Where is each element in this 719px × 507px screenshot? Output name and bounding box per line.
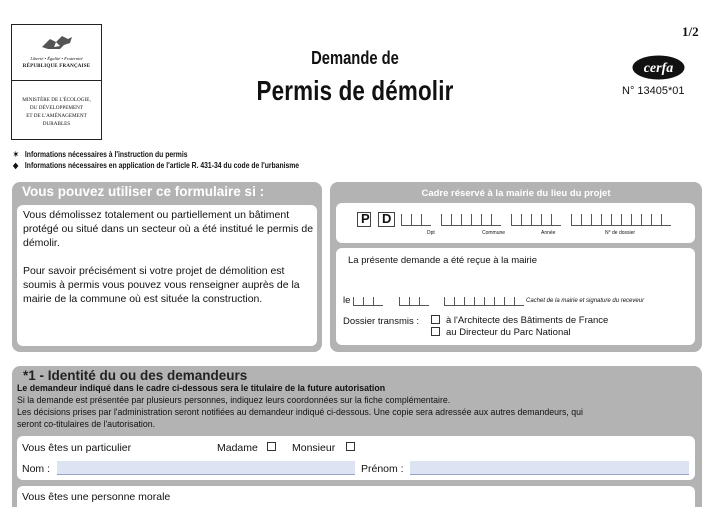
particulier-heading: Vous êtes un particulier — [22, 442, 132, 454]
code-letter-d: D — [382, 211, 392, 226]
reception-text: La présente demande a été reçue à la mairie — [348, 255, 538, 266]
monsieur-checkbox[interactable] — [346, 442, 355, 451]
prenom-label: Prénom : — [361, 463, 404, 475]
parc-option-label: au Directeur du Parc National — [446, 327, 571, 338]
cerfa-logo-text: cerfa — [643, 61, 674, 76]
note-instruction: ✶ Informations nécessaires à l'instruction du permis — [13, 150, 188, 159]
label-annee: Année — [541, 230, 556, 236]
asterisk-icon: ✶ — [13, 150, 19, 159]
ministry-name: MINISTÈRE DE L'ÉCOLOGIE, DU DÉVELOPPEMENT ET DE L'AMÉNAGEMENT DURABLES — [22, 97, 91, 127]
parc-national-checkbox[interactable] — [431, 327, 440, 336]
form-title: Permis de démolir — [256, 75, 454, 106]
section-line: Les décisions prises par l'administration seront notifiées au demandeur indiqué ci-dessous. Une copie sera adressée aux autres demandeurs, qui — [17, 407, 583, 417]
nom-label: Nom : — [22, 463, 51, 475]
personne-morale-heading: Vous êtes une personne morale — [22, 491, 171, 503]
code-letter-p: P — [361, 211, 370, 226]
section-line: Si la demande est présentée par plusieurs personnes, indiquez leurs coordonnées sur la fiche complémentaire. — [17, 395, 451, 405]
label-dossier: N° de dossier — [605, 230, 636, 236]
note-article: ◆ Informations nécessaires en application de l'article R. 431-34 du code de l'urbanisme — [13, 161, 300, 170]
abf-checkbox[interactable] — [431, 315, 440, 324]
madame-checkbox[interactable] — [267, 442, 276, 451]
logo-republic: RÉPUBLIQUE FRANÇAISE — [22, 64, 91, 69]
section-line: seront co-titulaires de l'autorisation. — [17, 419, 156, 429]
mairie-panel-title: Cadre réservé à la mairie du lieu du projet — [421, 188, 611, 199]
section-subtitle: Le demandeur indiqué dans le cadre ci-dessous sera le titulaire de la future autorisation — [17, 383, 386, 393]
diamond-icon: ◆ — [13, 161, 19, 170]
usage-panel-title: Vous pouvez utiliser ce formulaire si : — [22, 184, 265, 199]
dossier-transmis-label: Dossier transmis : — [343, 316, 420, 327]
label-commune: Commune — [482, 230, 506, 236]
label-dpt: Dpt — [427, 230, 435, 236]
republique-logo — [11, 24, 102, 140]
cerfa-logo-icon — [632, 55, 685, 80]
code-cell — [378, 212, 395, 227]
marianne-icon — [40, 33, 74, 51]
usage-paragraph-1: Vous démolissez totalement ou partiellement un bâtiment protégé ou situé dans un secteur où a été institué le permis de démolir. — [23, 209, 314, 249]
page-number: 1/2 — [682, 24, 699, 39]
code-cell — [357, 212, 371, 227]
cachet-note: Cachet de la mairie et signature du receveur — [526, 298, 645, 304]
logo-motto: Liberté • Égalité • Fraternité — [30, 56, 83, 61]
nom-input[interactable] — [57, 461, 355, 475]
prenom-input[interactable] — [410, 461, 689, 475]
monsieur-label: Monsieur — [292, 442, 336, 454]
form-title-line1: Demande de — [311, 48, 399, 68]
cerfa-number: N° 13405*01 — [622, 85, 685, 97]
usage-panel-body — [17, 205, 317, 346]
abf-option-label: à l'Architecte des Bâtiments de France — [446, 315, 609, 326]
section-title: *1 - Identité du ou des demandeurs — [23, 368, 248, 383]
madame-label: Madame — [217, 442, 258, 454]
date-label: le — [343, 295, 351, 306]
usage-paragraph-2: Pour savoir précisément si votre projet de démolition est soumis à permis vous pouvez vous renseigner auprès de la mairie de la commune où est située la construction. — [23, 265, 300, 305]
